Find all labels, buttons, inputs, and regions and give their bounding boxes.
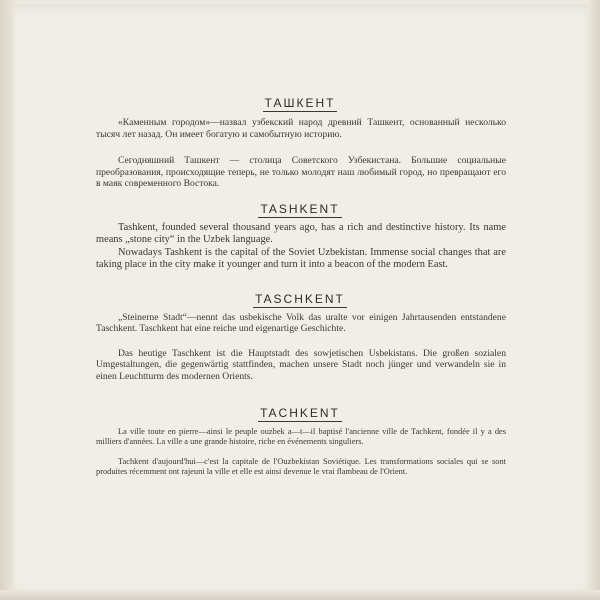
heading-russian — [0, 96, 600, 112]
heading-german-text: TASCHKENT — [255, 292, 345, 306]
heading-french-text: TACHKENT — [260, 406, 340, 420]
paragraph-german-2: Das heutige Taschkent ist die Hauptstadt des sowjetischen Usbekistans. Die großen sozialen Umgestaltungen, die gegenwärtig stattfinden, machen unsere Stadt noch jünger und verwandeln sie in einen Leuchtturm des modernen Orients. — [96, 348, 506, 382]
paragraph-russian-1: «Каменным городом»—назвал узбекский народ древний Ташкент, основанный несколько тысяч лет назад. Он имеет богатую и самобытную историю. — [96, 117, 506, 140]
heading-french — [0, 406, 600, 422]
heading-russian-text: ТАШКЕНТ — [264, 96, 336, 110]
paragraph-french-1: La ville toute en pierre—ainsi le peuple ouzbek a—t—il baptisé l'ancienne ville de Tachkent, fondée il y a des milliers d'années. La ville a une grande histoire, riche en événements singuliers. — [96, 427, 506, 446]
paragraph-german-1: „Steinerne Stadt“—nennt das usbekische Volk das uralte vor einigen Jahrtausenden entstandene Taschkent. Taschkent hat eine reiche und eigenartige Geschichte. — [96, 312, 506, 335]
paragraph-russian-2: Сегодняшний Ташкент — столица Советского Узбекистана. Большие социальные преобразования, происходящие теперь, не только молодят наш любимый город, но превращают его в маяк современного Востока. — [96, 155, 506, 190]
paragraph-french-2: Tachkent d'aujourd'hui—c'est la capitale de l'Ouzbekistan Soviétique. Les transformations sociales qui se sont produites récemment ont rajeuni la ville et elle est ainsi devenue le vrai flambeau de l'Orient. — [96, 457, 506, 476]
paragraph-english-1: Tashkent, founded several thousand years ago, has a rich and destinctive history. Its name means „stone city“ in the Uzbek language. — [96, 222, 506, 246]
paragraph-english-2: Nowadays Tashkent is the capital of the Soviet Uzbekistan. Immense social changes that are taking place in the city make it younger and turn it into a beacon of the modern East. — [96, 247, 506, 271]
heading-english — [0, 202, 600, 218]
heading-german — [0, 292, 600, 308]
heading-english-text: TASHKENT — [260, 202, 340, 216]
